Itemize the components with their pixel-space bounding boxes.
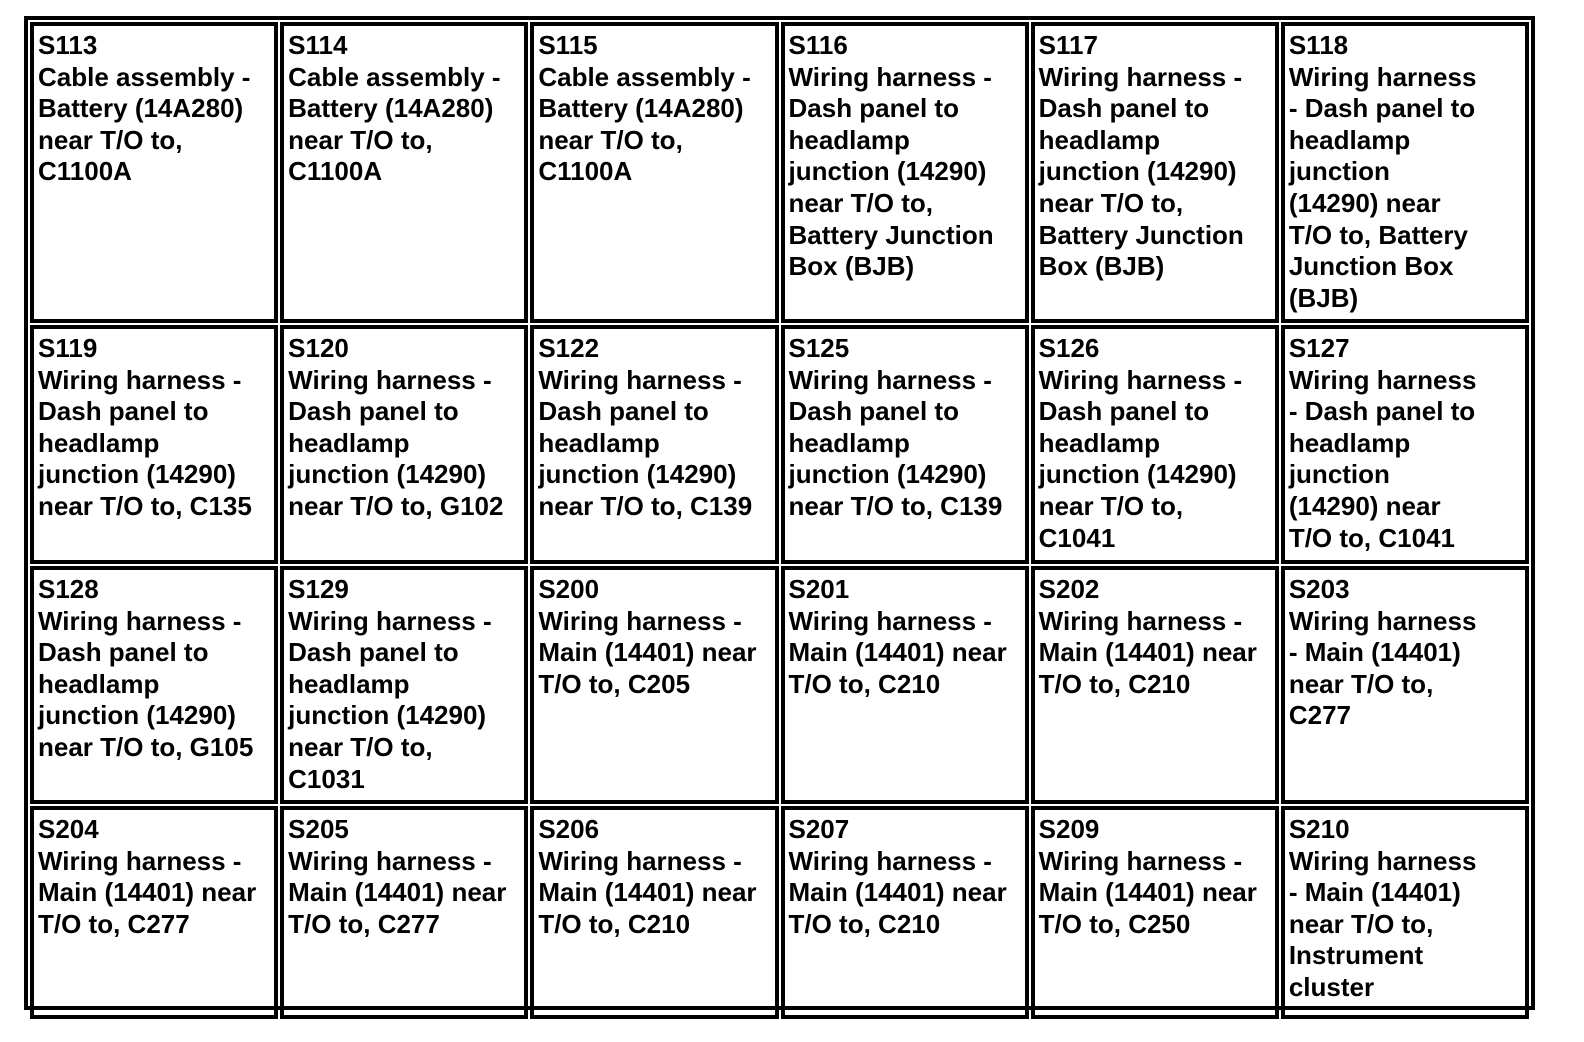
splice-cell bbox=[1281, 566, 1529, 804]
splice-description: Wiring harness - Dash panel to headlamp junction (14290) near T/O to, C1041 bbox=[1288, 364, 1477, 553]
splice-description: Cable assembly - Battery (14A280) near T/O to, C1100A bbox=[288, 61, 501, 187]
splice-description: Wiring harness - Main (14401) near T/O to, C210 bbox=[788, 605, 1007, 699]
splice-description: Wiring harness - Main (14401) near T/O to, C210 bbox=[1038, 605, 1257, 699]
splice-cell bbox=[1031, 22, 1279, 323]
splice-description: Wiring harness - Dash panel to headlamp junction (14290) near T/O to, Battery Junction Box (BJB) bbox=[1288, 61, 1477, 313]
splice-id: S129 bbox=[288, 574, 349, 604]
splice-cell bbox=[1031, 806, 1279, 1019]
splice-description: Wiring harness - Dash panel to headlamp junction (14290) near T/O to, Battery Junction Box (BJB) bbox=[1038, 61, 1244, 282]
splice-cell bbox=[1281, 22, 1529, 323]
splice-id: S207 bbox=[788, 814, 850, 844]
splice-cell bbox=[530, 22, 778, 323]
splice-cell bbox=[530, 325, 778, 564]
splice-cell bbox=[1031, 325, 1279, 564]
splice-id: S126 bbox=[1038, 333, 1100, 363]
splice-id: S201 bbox=[788, 574, 850, 604]
splice-cell bbox=[30, 566, 278, 804]
splice-cell bbox=[781, 806, 1029, 1019]
splice-description: Wiring harness - Main (14401) near T/O to, C205 bbox=[538, 605, 757, 699]
splice-cell bbox=[280, 22, 528, 323]
splice-id: S210 bbox=[1288, 814, 1350, 844]
splice-id: S125 bbox=[788, 333, 850, 363]
splice-cell bbox=[280, 566, 528, 804]
splice-cell bbox=[781, 325, 1029, 564]
splice-cell bbox=[30, 325, 278, 564]
splice-description: Wiring harness - Main (14401) near T/O to, C277 bbox=[288, 845, 507, 939]
splice-id: S205 bbox=[288, 814, 349, 844]
splice-id: S206 bbox=[538, 814, 600, 844]
splice-location-table bbox=[24, 16, 1535, 1010]
splice-cell bbox=[280, 806, 528, 1019]
splice-description: Wiring harness - Dash panel to headlamp junction (14290) near T/O to, C1041 bbox=[1038, 364, 1243, 553]
splice-description: Wiring harness - Dash panel to headlamp junction (14290) near T/O to, G105 bbox=[38, 605, 254, 762]
splice-id: S200 bbox=[538, 574, 600, 604]
splice-id: S203 bbox=[1288, 574, 1350, 604]
splice-id: S128 bbox=[38, 574, 99, 604]
splice-id: S113 bbox=[38, 30, 98, 60]
splice-cell bbox=[530, 566, 778, 804]
splice-id: S127 bbox=[1288, 333, 1350, 363]
splice-cell bbox=[1281, 325, 1529, 564]
splice-description: Wiring harness - Main (14401) near T/O to, C250 bbox=[1038, 845, 1257, 939]
splice-description: Wiring harness - Main (14401) near T/O to, C277 bbox=[38, 845, 257, 939]
splice-id: S114 bbox=[288, 30, 348, 60]
splice-cell bbox=[781, 566, 1029, 804]
splice-id: S122 bbox=[538, 333, 600, 363]
splice-description: Cable assembly - Battery (14A280) near T/O to, C1100A bbox=[38, 61, 251, 187]
splice-description: Wiring harness - Main (14401) near T/O to, C210 bbox=[538, 845, 757, 939]
splice-id: S119 bbox=[38, 333, 98, 363]
splice-id: S209 bbox=[1038, 814, 1100, 844]
splice-description: Wiring harness - Dash panel to headlamp junction (14290) near T/O to, C139 bbox=[538, 364, 753, 521]
splice-cell bbox=[1281, 806, 1529, 1019]
splice-cell bbox=[530, 806, 778, 1019]
splice-cell bbox=[30, 22, 278, 323]
splice-id: S116 bbox=[788, 30, 848, 60]
splice-cell bbox=[781, 22, 1029, 323]
splice-id: S117 bbox=[1038, 30, 1098, 60]
splice-description: Wiring harness - Dash panel to headlamp junction (14290) near T/O to, C139 bbox=[788, 364, 1003, 521]
splice-id: S120 bbox=[288, 333, 349, 363]
splice-description: Wiring harness - Main (14401) near T/O to, Instrument cluster bbox=[1288, 845, 1477, 1002]
splice-description: Wiring harness - Dash panel to headlamp junction (14290) near T/O to, G102 bbox=[288, 364, 504, 521]
splice-description: Cable assembly - Battery (14A280) near T/O to, C1100A bbox=[538, 61, 751, 187]
splice-cell bbox=[30, 806, 278, 1019]
splice-cell bbox=[1031, 566, 1279, 804]
splice-description: Wiring harness - Main (14401) near T/O to, C210 bbox=[788, 845, 1007, 939]
splice-id: S204 bbox=[38, 814, 99, 844]
splice-id: S118 bbox=[1288, 30, 1349, 60]
splice-description: Wiring harness - Main (14401) near T/O to, C277 bbox=[1288, 605, 1477, 731]
splice-cell bbox=[280, 325, 528, 564]
splice-id: S202 bbox=[1038, 574, 1100, 604]
splice-description: Wiring harness - Dash panel to headlamp junction (14290) near T/O to, Battery Junction Box (BJB) bbox=[788, 61, 994, 282]
splice-description: Wiring harness - Dash panel to headlamp junction (14290) near T/O to, C1031 bbox=[288, 605, 492, 794]
splice-description: Wiring harness - Dash panel to headlamp junction (14290) near T/O to, C135 bbox=[38, 364, 252, 521]
splice-id: S115 bbox=[538, 30, 598, 60]
